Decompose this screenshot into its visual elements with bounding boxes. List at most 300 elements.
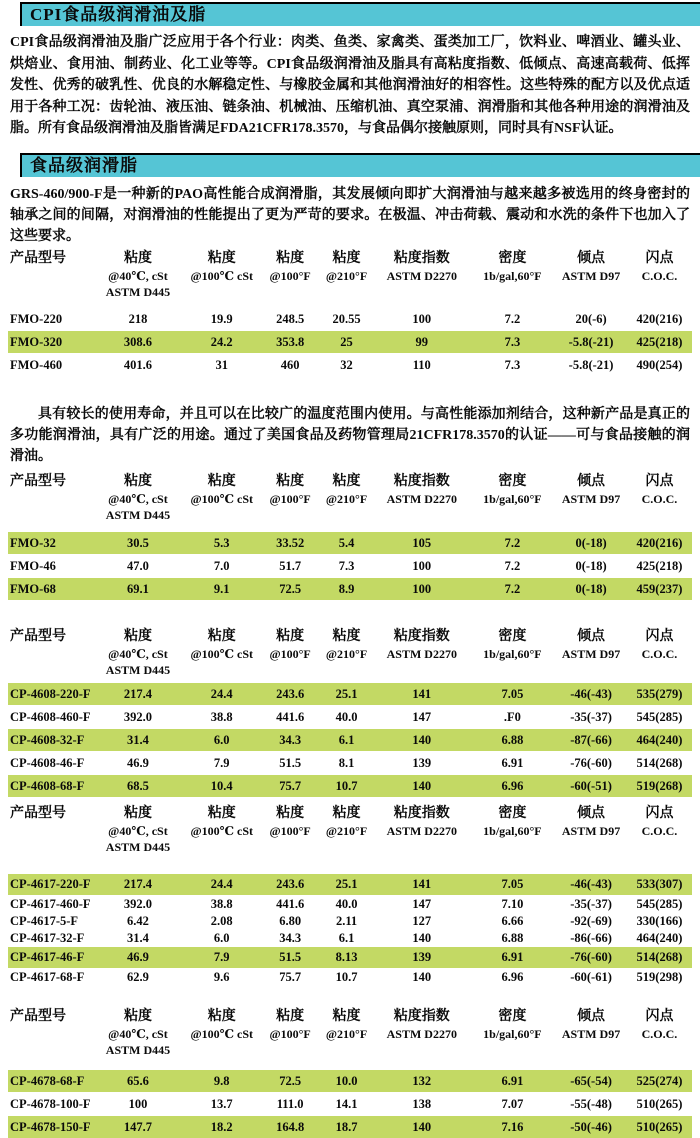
column-header-line: @40℃, cSt — [108, 823, 168, 838]
table-cell: 140 — [412, 930, 432, 945]
column-header-line: 产品型号 — [10, 473, 66, 489]
product-model: CP-4678-68-F — [10, 1073, 85, 1088]
table-cell: 99 — [415, 334, 429, 349]
product-model: FMO-460 — [10, 357, 63, 372]
table-cell: 7.3 — [504, 334, 521, 349]
table-cell: 100 — [412, 558, 432, 573]
table-cell: 6.80 — [279, 913, 302, 928]
column-header — [470, 1008, 556, 1042]
table-cell: 6.96 — [501, 969, 524, 984]
table-cell: 7.0 — [213, 558, 230, 573]
table-rows — [8, 683, 692, 797]
column-header-line: C.O.C. — [641, 1026, 678, 1041]
column-header-line: 粘度 — [207, 473, 236, 489]
table-cell: 10.7 — [335, 969, 358, 984]
column-header-line: ASTM D445 — [105, 284, 171, 299]
table-cell: 8.9 — [338, 581, 355, 596]
table-cell: 140 — [412, 778, 432, 793]
table-rows — [8, 308, 692, 376]
table-cell: 6.88 — [501, 732, 524, 747]
column-header-line: 粘度 — [276, 805, 305, 821]
column-header-line: ASTM D2270 — [386, 491, 457, 506]
column-header-line: @210°F — [325, 491, 368, 506]
column-header-line: 粘度指数 — [393, 1008, 450, 1024]
table-cell: 464(240) — [636, 732, 683, 747]
table-row — [8, 913, 692, 930]
table-cell: 6.0 — [213, 732, 230, 747]
column-header-line: ASTM D97 — [561, 1026, 621, 1041]
column-header — [627, 1008, 692, 1042]
table-cell: 5.4 — [338, 535, 355, 550]
column-header — [627, 805, 692, 839]
table-cell: 7.3 — [504, 357, 521, 372]
table-cell: 459(237) — [636, 581, 683, 596]
product-model: CP-4678-150-F — [10, 1119, 91, 1134]
column-header — [374, 250, 470, 284]
product-model: FMO-220 — [10, 311, 63, 326]
table-cell: 519(298) — [636, 969, 683, 984]
column-header-line: C.O.C. — [641, 646, 678, 661]
table-cell: 40.0 — [335, 896, 358, 911]
table-cell: 519(268) — [636, 778, 683, 793]
column-header — [94, 1008, 183, 1058]
column-header-line: ASTM D445 — [105, 1042, 171, 1057]
table-cell: 68.5 — [127, 778, 149, 793]
table-cell: 141 — [412, 876, 432, 891]
table-row — [8, 947, 692, 968]
column-header-line: 粘度 — [276, 1008, 305, 1024]
table-cell: 535(279) — [636, 686, 683, 701]
table-cell: 10.7 — [335, 778, 358, 793]
table-cell: 425(218) — [636, 558, 683, 573]
table-cell: 217.4 — [123, 686, 153, 701]
table-cell: -87(-66) — [570, 732, 612, 747]
column-header-line: 粘度 — [207, 628, 236, 644]
column-header-line: @100°F — [269, 268, 311, 283]
table-cell: 7.2 — [504, 311, 521, 326]
table-cell: 9.8 — [213, 1073, 230, 1088]
table-row — [8, 874, 692, 895]
table-cell: 40.0 — [335, 709, 358, 724]
table-cell: 8.13 — [335, 949, 358, 964]
table-cell: 18.7 — [335, 1119, 358, 1134]
product-model: CP-4608-460-F — [10, 709, 91, 724]
product-model: CP-4617-46-F — [10, 949, 85, 964]
column-header-line: 产品型号 — [10, 805, 66, 821]
product-model: CP-4617-220-F — [10, 876, 91, 891]
table-cell: 7.9 — [213, 755, 230, 770]
table-cell: 34.3 — [279, 930, 302, 945]
column-header — [94, 628, 183, 678]
product-model: CP-4617-460-F — [10, 896, 91, 911]
grease-paragraph: GRS-460/900-F是一种新的PAO高性能合成润滑脂，其发展倾向即扩大润滑油与越来越多被选用的终身密封的轴承之间的间隔，对润滑油的性能提出了更为严苛的要求。在极温、冲击荷载、震动和水洗的条件下也加入了这些要求。 — [10, 186, 690, 244]
table-row — [8, 930, 692, 947]
table-cell: 0(-18) — [575, 581, 607, 596]
table-cell: -92(-69) — [570, 913, 612, 928]
column-header — [94, 473, 183, 523]
product-model: CP-4617-68-F — [10, 969, 85, 984]
product-model: CP-4617-5-F — [10, 913, 79, 928]
column-header — [261, 805, 319, 839]
table-cell: 147 — [412, 709, 432, 724]
column-header — [182, 1008, 261, 1042]
table-cell: 7.05 — [501, 686, 524, 701]
column-header-line: 密度 — [498, 473, 527, 489]
table-cell: 31 — [215, 357, 228, 372]
column-header-line: 产品型号 — [10, 250, 66, 266]
table-cell: 7.05 — [501, 876, 524, 891]
table-row — [8, 775, 692, 797]
table-row — [8, 354, 692, 376]
table-cell: 7.16 — [501, 1119, 524, 1134]
column-header — [319, 805, 374, 839]
column-header-line: ASTM D445 — [105, 507, 171, 522]
table-cell: 72.5 — [279, 1073, 302, 1088]
table-cell: 218 — [128, 311, 148, 326]
column-header — [8, 1008, 94, 1026]
table-cell: -55(-48) — [570, 1096, 612, 1111]
table-cell: 7.9 — [213, 949, 230, 964]
column-header-line: @100°F — [269, 646, 311, 661]
table-cell: 47.0 — [127, 558, 149, 573]
column-header-line: 倾点 — [577, 1008, 606, 1024]
table-cell: -5.8(-21) — [568, 334, 614, 349]
column-header-line: 密度 — [498, 1008, 527, 1024]
column-header — [374, 473, 470, 507]
table-cell: -86(-66) — [570, 930, 612, 945]
table-cell: 7.10 — [501, 896, 524, 911]
table-row — [8, 555, 692, 577]
column-header-line: C.O.C. — [641, 823, 678, 838]
column-header-line: 闪点 — [645, 628, 674, 644]
cp-4608-table — [8, 628, 692, 797]
table-cell: 6.91 — [501, 949, 524, 964]
table-cell: 24.4 — [210, 876, 233, 891]
column-header-line: 1b/gal,60°F — [483, 823, 542, 838]
intro-paragraph: CPI食品级润滑油及脂广泛应用于各个行业：肉类、鱼类、家禽类、蛋类加工厂，饮料业、啤酒业、罐头业、烘焙业、食用油、制药业、化工业等等。CPI食品级润滑油及脂具有高粘度指数、低倾点、高速高载荷、低挥发性、优秀的破乳性、优良的水解稳定性、与橡胶金属和其他润滑油好的相容性。这些特殊的配方以及优点适用于各种工况：齿轮油、液压油、链条油、机械油、压缩机油、真空泵浦、润滑脂和其他各种用途的润滑油及脂。所有食品级润滑油及脂皆满足FDA21CFR178.3570，与食品偶尔接触原则，同时具有NSF认证。 — [10, 35, 690, 136]
column-header — [319, 628, 374, 662]
column-header — [261, 628, 319, 662]
column-header-line: 粘度 — [123, 473, 152, 489]
table-cell: 392.0 — [123, 896, 153, 911]
column-header-line: @210°F — [325, 1026, 368, 1041]
table-cell: 420(216) — [636, 311, 683, 326]
table-cell: 132 — [412, 1073, 432, 1088]
table-cell: 6.1 — [338, 732, 355, 747]
table-cell: 51.5 — [279, 755, 302, 770]
table-cell: 62.9 — [127, 969, 149, 984]
table-rows — [8, 874, 692, 986]
column-header — [470, 628, 556, 662]
table-cell: 100 — [128, 1096, 148, 1111]
table-cell: 10.0 — [335, 1073, 358, 1088]
table-cell: 110 — [412, 357, 431, 372]
table-cell: 7.2 — [504, 558, 521, 573]
column-header — [8, 805, 94, 823]
table-cell: 353.8 — [276, 334, 305, 349]
column-header-line: @100°F — [269, 1026, 311, 1041]
table-cell: 401.6 — [123, 357, 153, 372]
column-header-line: 粘度 — [332, 805, 361, 821]
column-header-line: @100°F — [269, 491, 311, 506]
column-header — [94, 250, 183, 300]
column-header-line: 粘度 — [123, 250, 152, 266]
column-header-line: 粘度 — [332, 250, 361, 266]
table-row — [8, 578, 692, 600]
table-row — [8, 1093, 692, 1115]
column-header-line: ASTM D97 — [561, 491, 621, 506]
table-cell: 127 — [412, 913, 432, 928]
table-cell: 2.11 — [335, 913, 358, 928]
table-cell: 10.4 — [210, 778, 233, 793]
column-header-line: @100℃ cSt — [190, 491, 253, 506]
table-cell: 9.6 — [213, 969, 230, 984]
table-rows — [8, 1070, 692, 1138]
table-cell: 38.8 — [210, 896, 233, 911]
column-header-line: C.O.C. — [641, 268, 678, 283]
column-header-line: 1b/gal,60°F — [483, 646, 542, 661]
column-header-line: @100℃ cSt — [190, 646, 253, 661]
table-cell: 392.0 — [123, 709, 153, 724]
column-header — [94, 805, 183, 855]
product-model: CP-4678-100-F — [10, 1096, 91, 1111]
table-cell: 147 — [412, 896, 432, 911]
table-cell: 140 — [412, 732, 432, 747]
mid-paragraph: 具有较长的使用寿命，并且可以在比较广的温度范围内使用。与高性能添加剂结合，这种新产品是真正的多功能润滑油，具有广泛的用途。通过了美国食品及药物管理局21CFR178.3570的认证——可与食品接触的润滑油。 — [10, 406, 690, 464]
product-model: CP-4608-32-F — [10, 732, 85, 747]
table-rows — [8, 532, 692, 600]
column-header-line: ASTM D97 — [561, 646, 621, 661]
column-header-line: ASTM D2270 — [386, 1026, 457, 1041]
column-header-line: 闪点 — [645, 1008, 674, 1024]
column-header-line: 粘度 — [207, 805, 236, 821]
column-header-line: 粘度 — [123, 805, 152, 821]
table-cell: 9.1 — [213, 581, 230, 596]
table-cell: -46(-43) — [570, 686, 612, 701]
table-cell: 441.6 — [276, 709, 305, 724]
table-cell: 510(265) — [636, 1096, 683, 1111]
column-header-line: ASTM D445 — [105, 662, 171, 677]
column-header — [374, 1008, 470, 1042]
table-cell: 6.1 — [338, 930, 355, 945]
table-cell: 46.9 — [127, 949, 149, 964]
column-header — [555, 628, 627, 662]
table-cell: 31.4 — [127, 732, 149, 747]
product-model: FMO-320 — [10, 334, 63, 349]
column-header-line: @40℃, cSt — [108, 491, 168, 506]
section-title-grease: 食品级润滑脂 — [20, 153, 700, 177]
column-header — [182, 473, 261, 507]
table-cell: 217.4 — [123, 876, 153, 891]
table-cell: 6.91 — [501, 1073, 524, 1088]
table-cell: -76(-60) — [570, 949, 612, 964]
column-header-line: 倾点 — [577, 805, 606, 821]
table-cell: 139 — [412, 755, 432, 770]
column-header-line: ASTM D2270 — [386, 268, 457, 283]
table-cell: -5.8(-21) — [568, 357, 614, 372]
column-header — [374, 628, 470, 662]
product-model: CP-4608-46-F — [10, 755, 85, 770]
table-cell: 248.5 — [276, 311, 305, 326]
table-cell: 72.5 — [279, 581, 302, 596]
column-header-line: 1b/gal,60°F — [483, 1026, 542, 1041]
column-header-line: 闪点 — [645, 250, 674, 266]
column-header — [8, 628, 94, 646]
column-header-line: 粘度指数 — [393, 805, 450, 821]
table-row — [8, 706, 692, 728]
table-cell: 0(-18) — [575, 558, 607, 573]
column-header-line: 密度 — [498, 805, 527, 821]
table-cell: 7.2 — [504, 535, 521, 550]
table-cell: 25 — [340, 334, 353, 349]
column-header-line: @40℃, cSt — [108, 1026, 168, 1041]
column-header-line: 粘度 — [123, 628, 152, 644]
column-header — [182, 628, 261, 662]
table-cell: 243.6 — [276, 876, 305, 891]
table-cell: 8.1 — [338, 755, 355, 770]
table-cell: 105 — [412, 535, 432, 550]
column-header — [319, 250, 374, 284]
column-header-line: 粘度 — [332, 628, 361, 644]
table-cell: 441.6 — [276, 896, 305, 911]
table-row — [8, 532, 692, 554]
table-cell: 420(216) — [636, 535, 683, 550]
table-cell: 464(240) — [636, 930, 683, 945]
table-cell: 46.9 — [127, 755, 149, 770]
column-header-line: 粘度 — [332, 473, 361, 489]
table-column-headers — [8, 628, 692, 678]
column-header-line: C.O.C. — [641, 491, 678, 506]
column-header-line: ASTM D2270 — [386, 646, 457, 661]
column-header — [261, 250, 319, 284]
column-header-line: 粘度 — [207, 1008, 236, 1024]
table-cell: 7.3 — [338, 558, 355, 573]
table-cell: 19.9 — [210, 311, 233, 326]
table-row — [8, 683, 692, 705]
table-cell: 7.07 — [501, 1096, 524, 1111]
table-cell: 2.08 — [210, 913, 233, 928]
column-header-line: 粘度 — [276, 473, 305, 489]
table-cell: 139 — [412, 949, 432, 964]
column-header — [8, 473, 94, 491]
product-model: CP-4617-32-F — [10, 930, 85, 945]
table-cell: 514(268) — [636, 949, 683, 964]
table-column-headers — [8, 250, 692, 300]
table-cell: 25.1 — [335, 876, 358, 891]
table-cell: 51.5 — [279, 949, 302, 964]
column-header-line: 倾点 — [577, 250, 606, 266]
column-header-line: 产品型号 — [10, 1008, 66, 1024]
column-header-line: ASTM D2270 — [386, 823, 457, 838]
table-cell: -76(-60) — [570, 755, 612, 770]
table-cell: -60(-61) — [570, 969, 612, 984]
product-model: CP-4608-68-F — [10, 778, 85, 793]
table-row — [8, 1116, 692, 1138]
column-header-line: 闪点 — [645, 805, 674, 821]
table-cell: 243.6 — [276, 686, 305, 701]
table-cell: 490(254) — [636, 357, 683, 372]
table-cell: 525(274) — [636, 1073, 683, 1088]
table-cell: 24.2 — [210, 334, 233, 349]
column-header-line: @100°F — [269, 823, 311, 838]
column-header — [470, 250, 556, 284]
section-title-oils: CPI食品级润滑油及脂 — [20, 2, 700, 26]
table-cell: 32 — [340, 357, 353, 372]
table-row — [8, 729, 692, 751]
table-cell: 20.55 — [332, 311, 361, 326]
column-header-line: @100℃ cSt — [190, 1026, 253, 1041]
table-cell: 6.0 — [213, 930, 230, 945]
column-header-line: 粘度 — [123, 1008, 152, 1024]
table-cell: 138 — [412, 1096, 432, 1111]
column-header-line: 倾点 — [577, 628, 606, 644]
table-cell: 30.5 — [127, 535, 149, 550]
column-header — [182, 805, 261, 839]
column-header — [261, 473, 319, 507]
column-header — [261, 1008, 319, 1042]
table-cell: 24.4 — [210, 686, 233, 701]
column-header-line: 粘度指数 — [393, 250, 450, 266]
table-cell: -65(-54) — [570, 1073, 612, 1088]
column-header — [627, 250, 692, 284]
table-cell: 75.7 — [279, 969, 302, 984]
table-cell: 6.66 — [501, 913, 524, 928]
column-header-line: @100℃ cSt — [190, 823, 253, 838]
column-header-line: @100℃ cSt — [190, 268, 253, 283]
column-header-line: 粘度 — [276, 250, 305, 266]
table-cell: 308.6 — [123, 334, 153, 349]
table-cell: 25.1 — [335, 686, 358, 701]
column-header — [8, 250, 94, 268]
table-cell: 140 — [412, 969, 432, 984]
column-header — [555, 1008, 627, 1042]
column-header-line: 粘度 — [207, 250, 236, 266]
table-cell: 5.3 — [213, 535, 230, 550]
fmo-220-table — [8, 250, 692, 376]
column-header-line: 1b/gal,60°F — [483, 268, 542, 283]
column-header — [555, 250, 627, 284]
table-row — [8, 1070, 692, 1092]
column-header-line: 倾点 — [577, 473, 606, 489]
table-cell: 111.0 — [276, 1096, 304, 1111]
table-cell: 460 — [280, 357, 300, 372]
column-header-line: ASTM D97 — [561, 268, 621, 283]
column-header-line: 密度 — [498, 628, 527, 644]
table-row — [8, 896, 692, 913]
column-header — [319, 1008, 374, 1042]
table-cell: 514(268) — [636, 755, 683, 770]
product-model: FMO-32 — [10, 535, 56, 550]
column-header-line: ASTM D97 — [561, 823, 621, 838]
table-cell: 6.96 — [501, 778, 524, 793]
table-cell: 545(285) — [636, 896, 683, 911]
table-cell: 533(307) — [636, 876, 683, 891]
table-cell: 31.4 — [127, 930, 149, 945]
column-header — [627, 473, 692, 507]
column-header-line: @210°F — [325, 268, 368, 283]
product-model: FMO-68 — [10, 581, 56, 596]
table-cell: 75.7 — [279, 778, 302, 793]
product-model: CP-4608-220-F — [10, 686, 91, 701]
table-cell: 100 — [412, 311, 432, 326]
table-cell: -35(-37) — [570, 709, 612, 724]
table-cell: -46(-43) — [570, 876, 612, 891]
cp-4617-table — [8, 805, 692, 986]
table-cell: 147.7 — [123, 1119, 153, 1134]
column-header — [470, 473, 556, 507]
table-cell: 510(265) — [636, 1119, 683, 1134]
table-row — [8, 331, 692, 353]
